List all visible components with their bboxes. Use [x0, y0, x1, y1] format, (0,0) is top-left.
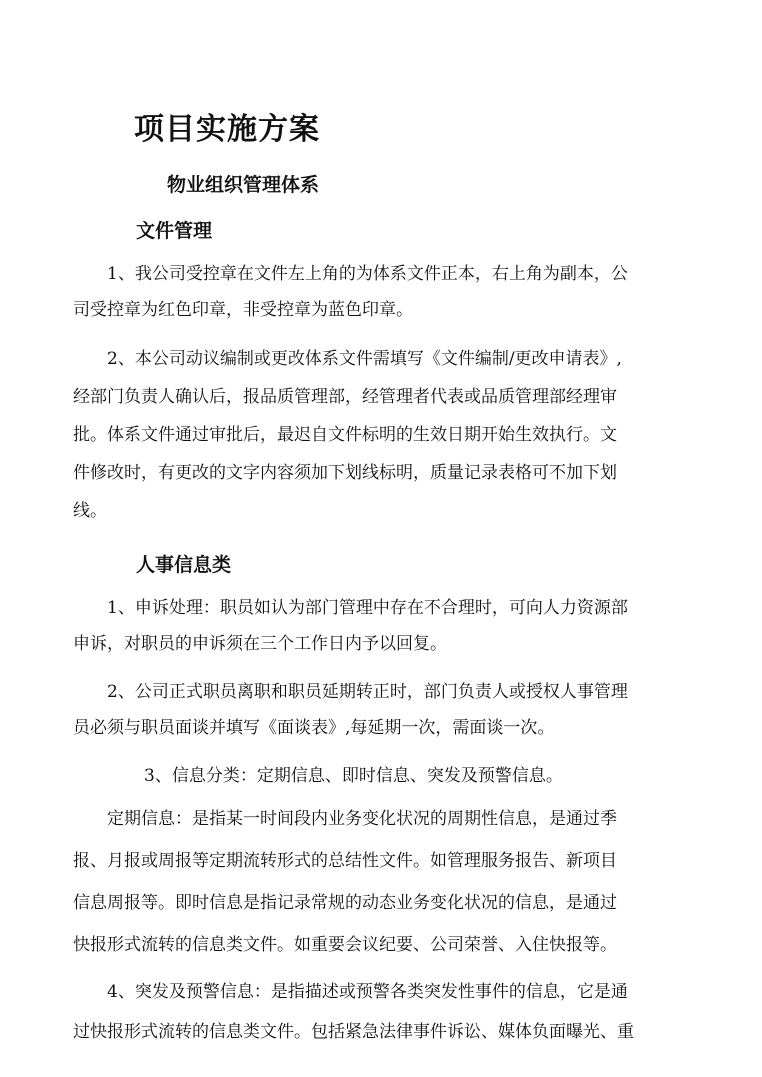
section-heading-file-management: 文件管理: [136, 220, 213, 242]
paragraph-line: 员必须与职员面谈并填写《面谈表》,每延期一次，需面谈一次。: [73, 718, 555, 738]
paragraph-line: 信息周报等。即时信息是指记录常规的动态业务变化状况的信息，是通过: [73, 893, 617, 913]
paragraph-line: 件修改时，有更改的文字内容须加下划线标明，质量记录表格可不加下划: [73, 463, 617, 483]
document-title: 项目实施方案: [134, 112, 320, 147]
paragraph-info-classification: 3、信息分类：定期信息、即时信息、突发及预警信息。: [144, 766, 563, 786]
paragraph-file-change-request: [73, 340, 689, 530]
document-subtitle: 物业组织管理体系: [167, 174, 320, 196]
paragraph-line: 报、月报或周报等定期流转形式的总结性文件。如管理服务报告、新项目: [73, 851, 617, 871]
paragraph-line: 过快报形式流转的信息类文件。包括紧急法律事件诉讼、媒体负面曝光、重: [73, 1022, 634, 1042]
paragraph-file-control-seal: [73, 256, 689, 328]
paragraph-line: 2、公司正式职员离职和职员延期转正时，部门负责人或授权人事管理: [107, 682, 628, 702]
paragraph-line: 司受控章为红色印章，非受控章为蓝色印章。: [73, 300, 413, 320]
paragraph-line: 申诉，对职员的申诉须在三个工作日内予以回复。: [73, 634, 447, 654]
paragraph-line: 1、申诉处理：职员如认为部门管理中存在不合理时，可向人力资源部: [107, 598, 628, 618]
paragraph-line: 定期信息：是指某一时间段内业务变化状况的周期性信息，是通过季: [107, 809, 617, 829]
paragraph-emergency-warning-info: [73, 972, 689, 1052]
paragraph-line: 4、突发及预警信息：是指描述或预警各类突发性事件的信息，它是通: [107, 982, 628, 1002]
paragraph-appeal-handling: [73, 590, 689, 662]
section-heading-personnel-info: 人事信息类: [136, 554, 232, 576]
paragraph-line: 批。体系文件通过审批后，最迟自文件标明的生效日期开始生效执行。文: [73, 425, 617, 445]
paragraph-line: 快报形式流转的信息类文件。如重要会议纪要、公司荣誉、入住快报等。: [73, 935, 617, 955]
paragraph-line: 经部门负责人确认后，报品质管理部，经管理者代表或品质管理部经理审: [73, 387, 617, 407]
paragraph-line: 线。: [73, 501, 107, 521]
paragraph-line: 1、我公司受控章在文件左上角的为体系文件正本，右上角为副本，公: [107, 264, 628, 284]
paragraph-periodic-info: [73, 798, 689, 966]
paragraph-resignation-interview: [73, 674, 689, 746]
paragraph-line: 2、本公司动议编制或更改体系文件需填写《文件编制/更改申请表》,: [107, 349, 622, 369]
